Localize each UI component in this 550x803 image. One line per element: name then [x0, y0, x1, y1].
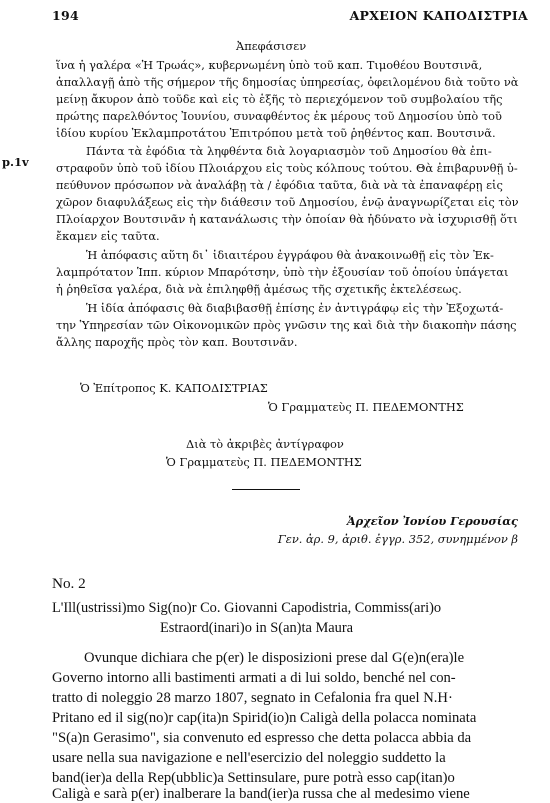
text-line: ἡ ῥηθεῖσα γαλέρα, διὰ νὰ ἐπιληφθῇ ἀμέσως τῆς σχετικῆς ἐκτελέσεως. — [56, 282, 462, 296]
addressee-line: Estraord(inari)o in S(an)ta Maura — [160, 620, 354, 636]
text-line: band(ier)a della Rep(ubblic)a Settinsulare, pure potrà esso cap(itan)o — [52, 770, 455, 786]
text-line: Pritano ed il sig(no)r cap(ita)n Spirid(io)n Caligà della polacca nominata — [52, 710, 477, 726]
text-line: μείνῃ ἄκυρον ἀπὸ τοῦδε καὶ εἰς τὸ ἑξῆς τὸ περιεχόμενον τοῦ συμβολαίου τῆς — [56, 92, 503, 106]
text-line: ἄλλης παροχῆς πρὸς τὸν καπ. Βουτσινᾶν. — [56, 335, 298, 349]
text-line: Πάντα τὰ ἐφόδια τὰ ληφθέντα διὰ λογαριασμὸν τοῦ Δημοσίου θὰ ἐπι- — [86, 144, 492, 158]
copy-certification-secretary: Ὁ Γραμματεὺς Π. ΠΕΔΕΜΟΝΤΗΣ — [166, 455, 362, 469]
text-line: ἀπαλλαγῇ ἀπὸ τῆς σήμερον τῆς δημοσίας ὑπηρεσίας, ὀφειλομένου διὰ τοῦτο νὰ — [56, 75, 519, 89]
section-divider — [232, 489, 300, 490]
text-line: στραφοῦν ὑπὸ τοῦ ἰδίου Πλοιάρχου εἰς τοὺς κόλπους τούτου. Θὰ ἐπιβαρυνθῇ ὑ- — [56, 161, 518, 175]
secretary-signature: Ὁ Γραμματεὺς Π. ΠΕΔΕΜΟΝΤΗΣ — [268, 400, 464, 414]
margin-page-note: p.1v — [2, 155, 29, 169]
commissioner-signature: Ὁ Ἐπίτροπος Κ. ΚΑΠΟΔΙΣΤΡΙΑΣ — [80, 381, 268, 395]
document-number: No. 2 — [52, 575, 86, 592]
archive-source: Ἀρχεῖον Ἰονίου Γερουσίας — [346, 514, 518, 528]
addressee-line: L'Ill(ustrissi)mo Sig(no)r Co. Giovanni Capodistria, Commiss(ari)o — [52, 600, 442, 616]
text-line: tratto di noleggio 28 marzo 1807, segnato in Cefalonia fra quel N.H· — [52, 690, 453, 706]
text-line: λαμπρότατον Ἱππ. κύριον Μπαρότσην, ὑπὸ τὴν ἐξουσίαν τοῦ ὁποίου ὑπάγεται — [56, 265, 509, 279]
text-line: Governo intorno alli bastimenti armati a di lui soldo, benché nel con- — [52, 670, 456, 686]
copy-certification-line: Διὰ τὸ ἀκριβὲς ἀντίγραφον — [186, 437, 344, 451]
text-line: χῶρον διαφυλάξεως εἰς τὴν διάθεσιν τοῦ Δημοσίου, ἐνῷ ἀναγνωρίζεται εἰς τὸν — [56, 195, 519, 209]
page-number: 194 — [52, 8, 79, 23]
archive-reference: Γεν. ἀρ. 9, ἀριθ. ἐγγρ. 352, συνημμένον β — [277, 532, 518, 546]
text-line: "S(a)n Gerasimo", sia convenuto ed espresso che detta polacca abbia da — [52, 730, 472, 746]
text-line: Ἡ ἰδία ἀπόφασις θὰ διαβιβασθῇ ἐπίσης ἐν ἀντιγράφῳ εἰς τὴν Ἐξοχωτά- — [86, 301, 504, 315]
running-title: ΑΡΧΕΙΟΝ ΚΑΠΟΔΙΣΤΡΙΑ — [349, 8, 528, 23]
text-line: Ἡ ἀπόφασις αὕτη δι᾽ ἰδιαιτέρου ἐγγράφου θὰ ἀνακοινωθῇ εἰς τὸν Ἐκ- — [86, 248, 494, 262]
text-line: πρώτης παρελθόντος Ἰουνίου, συναφθέντος ἐκ μέρους τοῦ Δημοσίου ὑπὸ τοῦ — [56, 109, 502, 123]
text-line: Ovunque dichiara che p(er) le disposizioni prese dal G(e)n(era)le — [84, 650, 465, 666]
text-line: ἵνα ἡ γαλέρα «Ἡ Τρωάς», κυβερνωμένη ὑπὸ τοῦ καπ. Τιμοθέου Βουτσινᾶ, — [56, 58, 483, 72]
text-line: πεύθυνον πρόσωπον νὰ ἀναλάβῃ τὰ / ἐφόδια ταῦτα, διὰ νὰ τὰ ἐπαναφέρῃ εἰς — [56, 178, 503, 192]
decision-heading: Ἀπεφάσισεν — [236, 39, 307, 53]
text-line: Πλοίαρχον Βουτσινᾶν ἡ κατανάλωσις τὴν ὁποίαν θὰ ἠδύνατο νὰ ἰσχυρισθῇ ὅτι — [56, 212, 518, 226]
text-line: usare nella sua navigazione e nell'esercizio del noleggio suddetto la — [52, 750, 446, 766]
text-line: Caligà e sarà p(er) inalberare la band(ier)a russa che al medesimo viene — [52, 786, 470, 802]
text-line: την Ὑπηρεσίαν τῶν Οἰκονομικῶν πρὸς γνῶσιν της καὶ διὰ τὴν διακοπὴν πάσης — [56, 318, 517, 332]
text-line: ἰδίου κυρίου Ἐκλαμπροτάτου Ἐπιτρόπου μετὰ τοῦ ῥηθέντος καπ. Βουτσινᾶ. — [56, 126, 496, 140]
text-line: ἔκαμεν εἰς ταῦτα. — [56, 229, 160, 243]
